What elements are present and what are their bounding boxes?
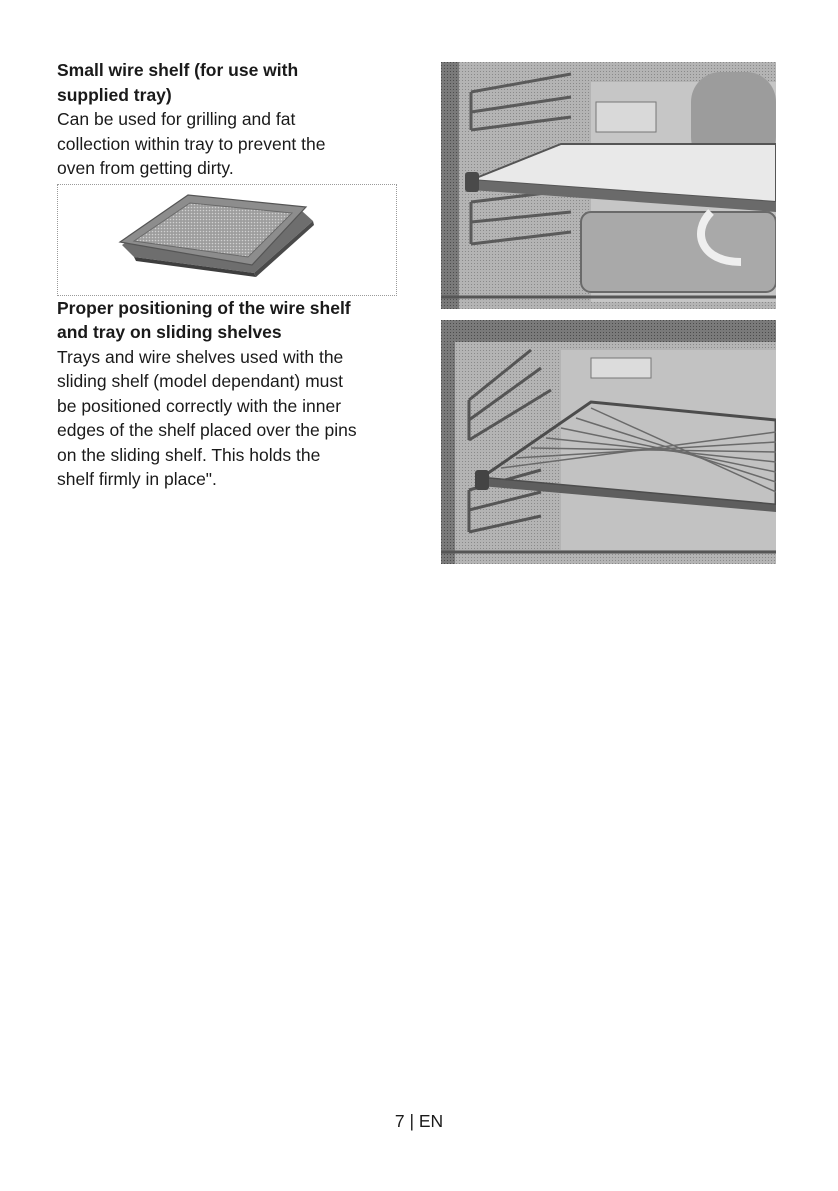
section2-heading — [57, 296, 407, 345]
oven-wire-shelf-photo — [441, 320, 776, 564]
oven-wire-shelf-photo-image — [441, 320, 776, 564]
baking-tray-icon — [58, 185, 398, 297]
section2-heading-line2: and tray on sliding shelves — [57, 322, 282, 342]
section1-heading-line2: supplied tray) — [57, 84, 172, 105]
section1-body-line: oven from getting dirty. — [57, 158, 234, 178]
language-code: EN — [418, 1111, 444, 1131]
left-column — [57, 58, 407, 492]
page-number: 7 — [394, 1111, 405, 1131]
section2-body-line: be positioned correctly with the inner — [57, 395, 342, 416]
section2-body-line: on the sliding shelf. This holds the — [57, 444, 321, 465]
oven-tray-photo-image — [441, 62, 776, 309]
section2-body — [57, 345, 407, 492]
section1-body-line: collection within tray to prevent the — [57, 133, 326, 154]
page-footer — [0, 1110, 838, 1132]
baking-tray-illustration — [57, 184, 397, 296]
section1-heading-line1: Small wire shelf (for use with — [57, 60, 299, 80]
section2-body-line: sliding shelf (model dependant) must — [57, 371, 343, 391]
section2-body-line: edges of the shelf placed over the pins — [57, 420, 357, 440]
section2-heading-line1: Proper positioning of the wire shelf — [57, 297, 351, 318]
section1-body-line: Can be used for grilling and fat — [57, 109, 296, 129]
section1-body — [57, 107, 407, 181]
section1-heading — [57, 58, 407, 107]
oven-tray-photo — [441, 62, 776, 309]
section2-body-line: Trays and wire shelves used with the — [57, 346, 344, 367]
footer-separator: | — [409, 1111, 414, 1131]
section2-body-line: shelf firmly in place". — [57, 469, 217, 489]
